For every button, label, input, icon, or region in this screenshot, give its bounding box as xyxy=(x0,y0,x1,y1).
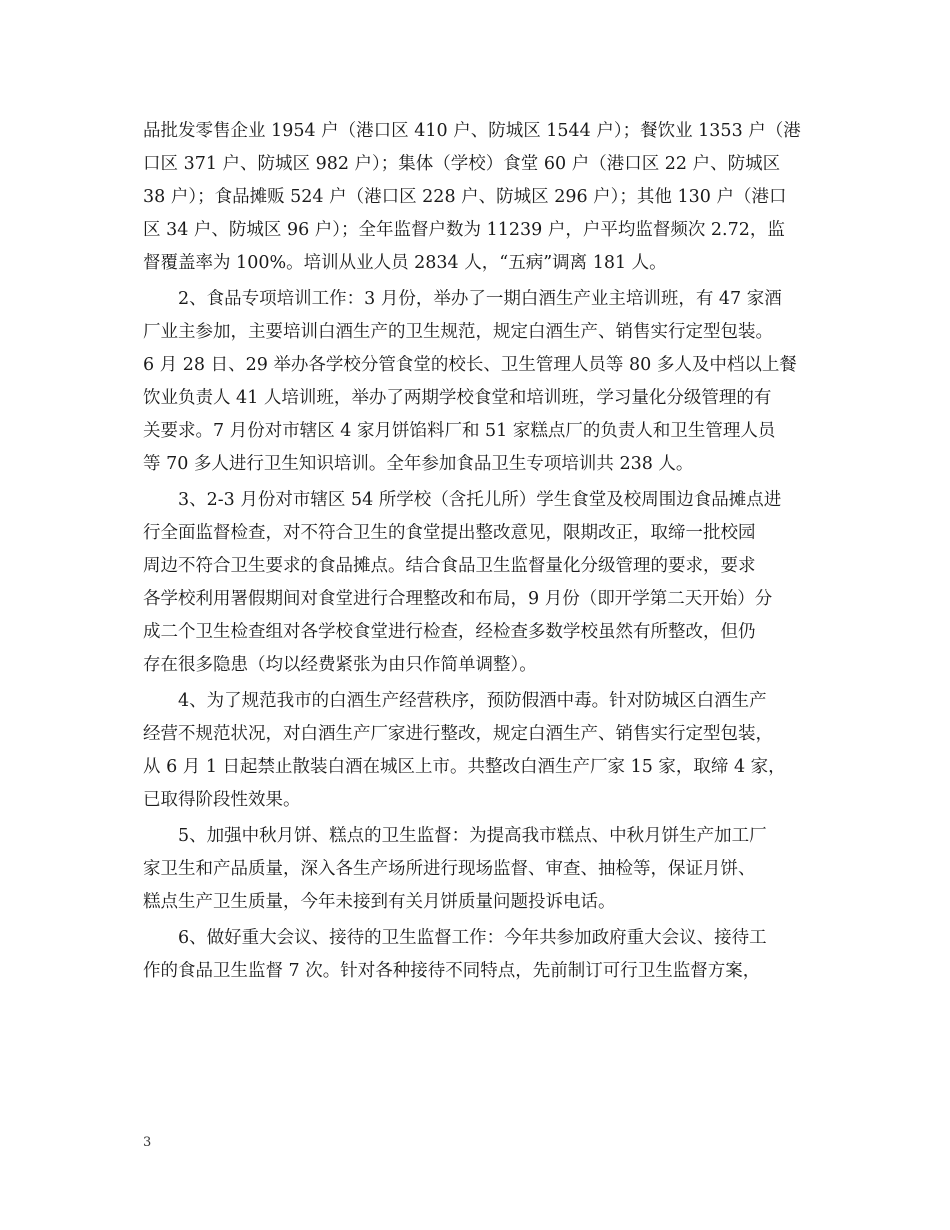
text-line: 6 月 28 日、29 举办各学校分管食堂的校长、卫生管理人员等 80 多人及中档以上餐 xyxy=(143,355,797,375)
text-line: 区 34 户、防城区 96 户）；全年监督户数为 11239 户，户平均监督频次 2.72，监 xyxy=(143,220,785,240)
text-line: 口区 371 户、防城区 982 户）；集体（学校）食堂 60 户（港口区 22 户、防城区 xyxy=(143,154,781,174)
text-line: 经营不规范状况，对白酒生产厂家进行整改，规定白酒生产、销售实行定型包装， xyxy=(143,724,773,744)
text-line: 从 6 月 1 日起禁止散装白酒在城区上市。共整改白酒生产厂家 15 家，取缔 4 家， xyxy=(143,757,786,777)
paragraph-4 xyxy=(143,685,815,817)
text-line: 厂业主参加，主要培训白酒生产的卫生规范，规定白酒生产、销售实行定型包装。 xyxy=(143,322,773,342)
text-line: 饮业负责人 41 人培训班，举办了两期学校食堂和培训班，学习量化分级管理的有 xyxy=(143,388,772,408)
text-line: 糕点生产卫生质量，今年未接到有关月饼质量问题投诉电话。 xyxy=(143,892,616,912)
text-line: 成二个卫生检查组对各学校食堂进行检查，经检查多数学校虽然有所整改，但仍 xyxy=(143,622,756,642)
text-line: 品批发零售企业 1954 户（港口区 410 户、防城区 1544 户）；餐饮业 1353 户（港 xyxy=(143,121,801,141)
text-line: 38 户）；食品摊贩 524 户（港口区 228 户、防城区 296 户）；其他 130 户（港口 xyxy=(143,187,787,207)
text-line: 存在很多隐患（均以经费紧张为由只作简单调整）。 xyxy=(143,655,537,675)
text-line: 家卫生和产品质量，深入各生产场所进行现场监督、审查、抽检等，保证月饼、 xyxy=(143,859,756,879)
paragraph-5 xyxy=(143,820,815,919)
paragraph-6 xyxy=(143,922,815,988)
text-line: 关要求。7 月份对市辖区 4 家月饼馅料厂和 51 家糕点厂的负责人和卫生管理人员 xyxy=(143,421,776,441)
page-number: 3 xyxy=(143,1135,152,1150)
text-line: 行全面监督检查，对不符合卫生的食堂提出整改意见，限期改正，取缔一批校园 xyxy=(143,523,756,543)
text-line: 各学校利用署假期间对食堂进行合理整改和布局，9 月份（即开学第二天开始）分 xyxy=(143,589,773,609)
paragraph-2 xyxy=(143,283,815,481)
body-text xyxy=(143,115,815,988)
text-line: 5、加强中秋月饼、糕点的卫生监督：为提高我市糕点、中秋月饼生产加工厂 xyxy=(143,826,767,846)
text-line: 等 70 多人进行卫生知识培训。全年参加食品卫生专项培训共 238 人。 xyxy=(143,454,694,474)
text-line: 4、为了规范我市的白酒生产经营秩序，预防假酒中毒。针对防城区白酒生产 xyxy=(143,691,767,711)
text-line: 已取得阶段性效果。 xyxy=(143,790,301,810)
text-line: 作的食品卫生监督 7 次。针对各种接待不同特点，先前制订可行卫生监督方案， xyxy=(143,961,761,981)
text-line: 3、2-3 月份对市辖区 54 所学校（含托儿所）学生食堂及校周围边食品摊点进 xyxy=(143,490,782,510)
text-line: 周边不符合卫生要求的食品摊点。结合食品卫生监督量化分级管理的要求，要求 xyxy=(143,556,756,576)
text-line: 督覆盖率为 100%。培训从业人员 2834 人，“五病”调离 181 人。 xyxy=(143,253,667,273)
paragraph-3 xyxy=(143,484,815,682)
text-line: 2、食品专项培训工作：3 月份，举办了一期白酒生产业主培训班，有 47 家酒 xyxy=(143,289,782,309)
paragraph-1 xyxy=(143,115,815,280)
text-line: 6、做好重大会议、接待的卫生监督工作：今年共参加政府重大会议、接待工 xyxy=(143,928,767,948)
